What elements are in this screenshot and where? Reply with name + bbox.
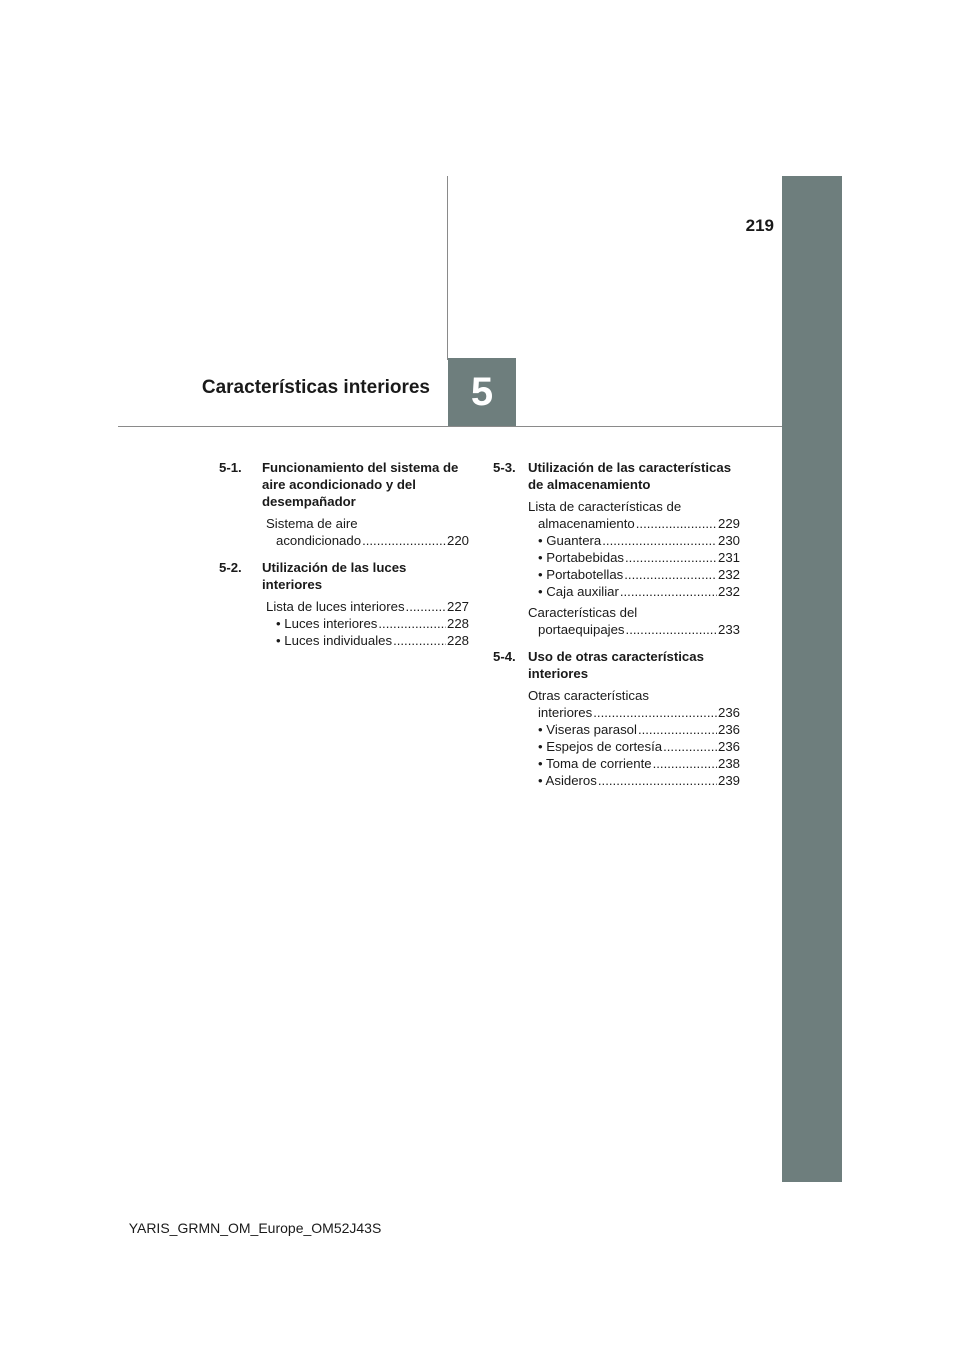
toc-page-ref: 229: [717, 516, 740, 531]
page-number: 219: [745, 216, 774, 235]
toc-page-ref: 228: [446, 633, 469, 648]
toc-page-ref: 233: [717, 622, 740, 637]
toc-dot-leader: [638, 721, 717, 738]
toc-entry-text: • Asideros: [538, 773, 597, 788]
toc-entry-text: • Toma de corriente: [538, 756, 652, 771]
toc-dot-leader: [624, 566, 717, 583]
toc-page-ref: 236: [717, 722, 740, 737]
toc-entry-line[interactable]: [266, 532, 469, 549]
toc-entry-line[interactable]: [528, 755, 740, 772]
toc-dot-leader: [406, 598, 446, 615]
toc-section-number: 5-4.: [493, 649, 516, 664]
toc-entry: [493, 498, 740, 600]
toc-section-title: Utilización de las características de almacenamiento: [528, 460, 732, 492]
toc-entry-text: portaequipajes: [538, 622, 625, 637]
toc-page-ref: 230: [717, 533, 740, 548]
toc-section: [219, 459, 469, 549]
toc-entry-line: [528, 604, 740, 621]
toc-dot-leader: [393, 632, 446, 649]
toc-entry-line: [266, 515, 469, 532]
toc-section-title: Uso de otras características interiores: [528, 649, 704, 681]
chapter-number: 5: [470, 369, 494, 414]
toc-dot-leader: [602, 532, 717, 549]
toc-entry-text: • Viseras parasol: [538, 722, 637, 737]
header-rule: [118, 426, 782, 427]
toc-section-heading[interactable]: [493, 648, 740, 682]
toc-dot-leader: [663, 738, 717, 755]
toc-entry-line[interactable]: [528, 738, 740, 755]
toc-entry-text: • Luces individuales: [276, 633, 393, 648]
toc-entry: [493, 687, 740, 789]
toc-page-ref: 220: [446, 533, 469, 548]
toc-entry-line: [528, 498, 740, 515]
toc-entry-line[interactable]: [528, 583, 740, 600]
toc-dot-leader: [620, 583, 717, 600]
toc-dot-leader: [625, 549, 717, 566]
toc-entry-line[interactable]: [528, 704, 740, 721]
toc-entry-text: almacenamiento: [538, 516, 635, 531]
toc-section-number: 5-1.: [219, 460, 242, 475]
toc-entry-text: Lista de características de: [528, 499, 682, 514]
toc-dot-leader: [362, 532, 446, 549]
toc-dot-leader: [636, 515, 717, 532]
toc-section-heading[interactable]: [219, 459, 469, 510]
toc-dot-leader: [626, 621, 717, 638]
footer-document-code: YARIS_GRMN_OM_Europe_OM52J43S: [128, 1220, 382, 1236]
toc-column-right: [493, 459, 740, 793]
toc-entry-text: Otras características: [528, 688, 649, 703]
toc-entry-line[interactable]: [528, 721, 740, 738]
toc-entry-text: interiores: [538, 705, 593, 720]
toc-entry-text: acondicionado: [276, 533, 362, 548]
toc-entry-line[interactable]: [266, 598, 469, 615]
toc-entry-text: Sistema de aire: [266, 516, 358, 531]
toc-entry-line: [528, 687, 740, 704]
toc-entry-line[interactable]: [528, 566, 740, 583]
toc-section-number: 5-3.: [493, 460, 516, 475]
toc-section-title: Funcionamiento del sistema de aire acondicionado y del desempañador: [262, 460, 459, 509]
toc-page-ref: 232: [717, 584, 740, 599]
toc-entry-line[interactable]: [528, 532, 740, 549]
toc-section: [493, 459, 740, 638]
toc-entry-text: Lista de luces interiores: [266, 599, 405, 614]
toc-entry-text: • Portabotellas: [538, 567, 624, 582]
toc-dot-leader: [593, 704, 717, 721]
toc-page-ref: 239: [717, 773, 740, 788]
toc-dot-leader: [598, 772, 717, 789]
toc-entry-text: • Luces interiores: [276, 616, 378, 631]
toc-page-ref: 228: [446, 616, 469, 631]
toc-page-ref: 238: [717, 756, 740, 771]
toc-entry-text: Características del: [528, 605, 638, 620]
toc-entry-text: • Espejos de cortesía: [538, 739, 663, 754]
toc-entry-line[interactable]: [528, 772, 740, 789]
toc-page-ref: 231: [717, 550, 740, 565]
toc-entry-line[interactable]: [528, 549, 740, 566]
toc-section: [219, 559, 469, 649]
toc-entry-line[interactable]: [266, 615, 469, 632]
toc-entry: [219, 515, 469, 549]
toc-page-ref: 236: [717, 705, 740, 720]
toc-column-left: [219, 459, 469, 653]
toc-section-heading[interactable]: [219, 559, 469, 593]
toc-page-ref: 227: [446, 599, 469, 614]
toc-section-heading[interactable]: [493, 459, 740, 493]
chapter-side-tab: [782, 176, 842, 1182]
toc-section-title: Utilización de las luces interiores: [262, 560, 407, 592]
toc-section: [493, 648, 740, 789]
toc-dot-leader: [653, 755, 717, 772]
toc-entry-text: • Portabebidas: [538, 550, 624, 565]
chapter-number-box: [448, 358, 516, 426]
toc-section-number: 5-2.: [219, 560, 242, 575]
toc-entry: [219, 598, 469, 649]
toc-entry: [493, 604, 740, 638]
toc-page-ref: 236: [717, 739, 740, 754]
toc-entry-line[interactable]: [528, 621, 740, 638]
toc-entry-text: • Caja auxiliar: [538, 584, 619, 599]
chapter-title: Características interiores: [201, 377, 430, 398]
toc-entry-line[interactable]: [528, 515, 740, 532]
vertical-rule: [447, 176, 448, 360]
toc-page-ref: 232: [717, 567, 740, 582]
toc-entry-line[interactable]: [266, 632, 469, 649]
toc-entry-text: • Guantera: [538, 533, 602, 548]
toc-dot-leader: [378, 615, 446, 632]
